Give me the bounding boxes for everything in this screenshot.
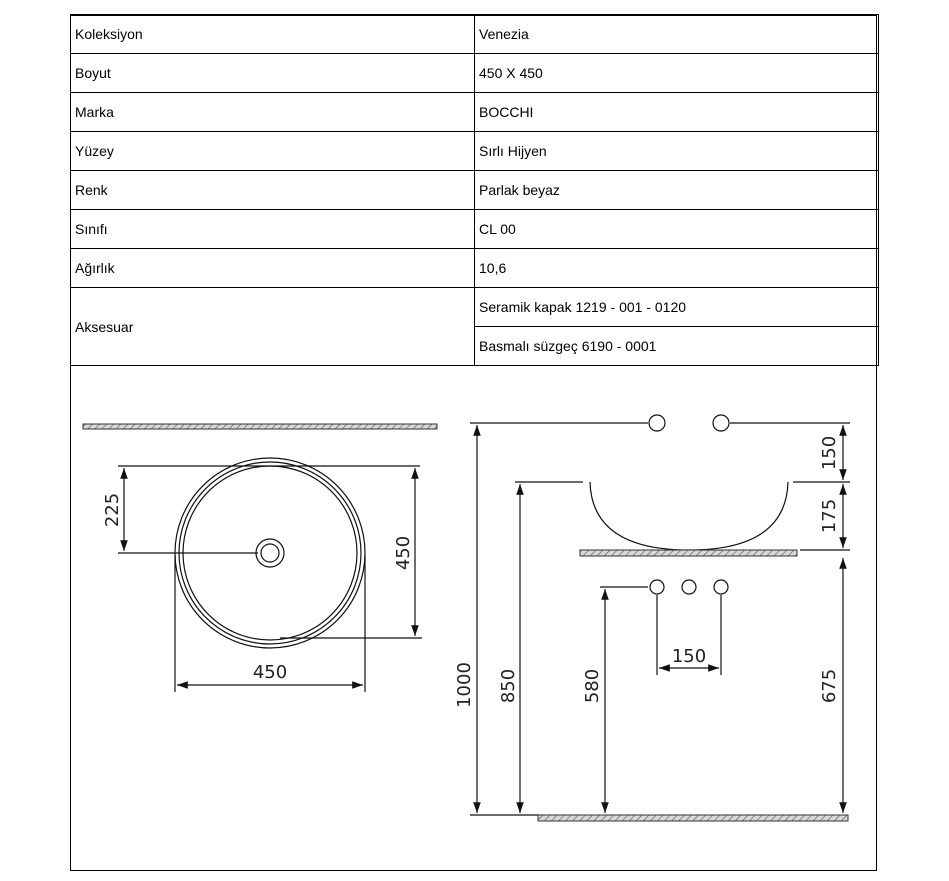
spec-label: Marka	[71, 93, 475, 132]
dim-580: 580	[582, 668, 603, 704]
spec-label: Yüzey	[71, 132, 475, 171]
accessory-value: Seramik kapak 1219 - 001 - 0120	[475, 288, 879, 327]
valve-circle-2	[682, 580, 696, 594]
spec-label: Boyut	[71, 54, 475, 93]
valve-circle-1	[650, 580, 664, 594]
top-view	[83, 424, 437, 692]
dim-450-height: 450	[393, 535, 414, 571]
spec-value: Sırlı Hijyen	[475, 132, 879, 171]
tap-circle-left	[649, 415, 665, 431]
dim-850: 850	[498, 668, 519, 704]
spec-label: Koleksiyon	[71, 15, 475, 54]
countertop-bar-mid	[580, 550, 797, 556]
dim-150-valves: 150	[671, 646, 707, 667]
spec-label: Sınıfı	[71, 210, 475, 249]
valve-circle-3	[714, 580, 728, 594]
spec-label: Renk	[71, 171, 475, 210]
spec-value: CL 00	[475, 210, 879, 249]
dim-450-width: 450	[252, 662, 288, 683]
spec-value: Parlak beyaz	[475, 171, 879, 210]
accessory-value: Basmalı süzgeç 6190 - 0001	[475, 327, 879, 366]
drain-outer	[256, 539, 284, 567]
dim-675: 675	[819, 668, 840, 704]
dim-175: 175	[819, 498, 840, 534]
spec-label: Ağırlık	[71, 249, 475, 288]
dim-150-top: 150	[819, 435, 840, 471]
side-view	[470, 415, 850, 821]
floor-bar	[538, 815, 848, 821]
dim-225: 225	[102, 492, 123, 528]
countertop-bar-top	[83, 424, 437, 429]
accessory-label: Aksesuar	[71, 288, 475, 366]
dim-1000: 1000	[454, 662, 475, 708]
spec-value: 10,6	[475, 249, 879, 288]
tap-circle-right	[713, 415, 729, 431]
basin-bowl	[590, 482, 788, 550]
drain-inner	[261, 544, 279, 562]
spec-value: 450 X 450	[475, 54, 879, 93]
spec-value: BOCCHI	[475, 93, 879, 132]
spec-value: Venezia	[475, 15, 879, 54]
